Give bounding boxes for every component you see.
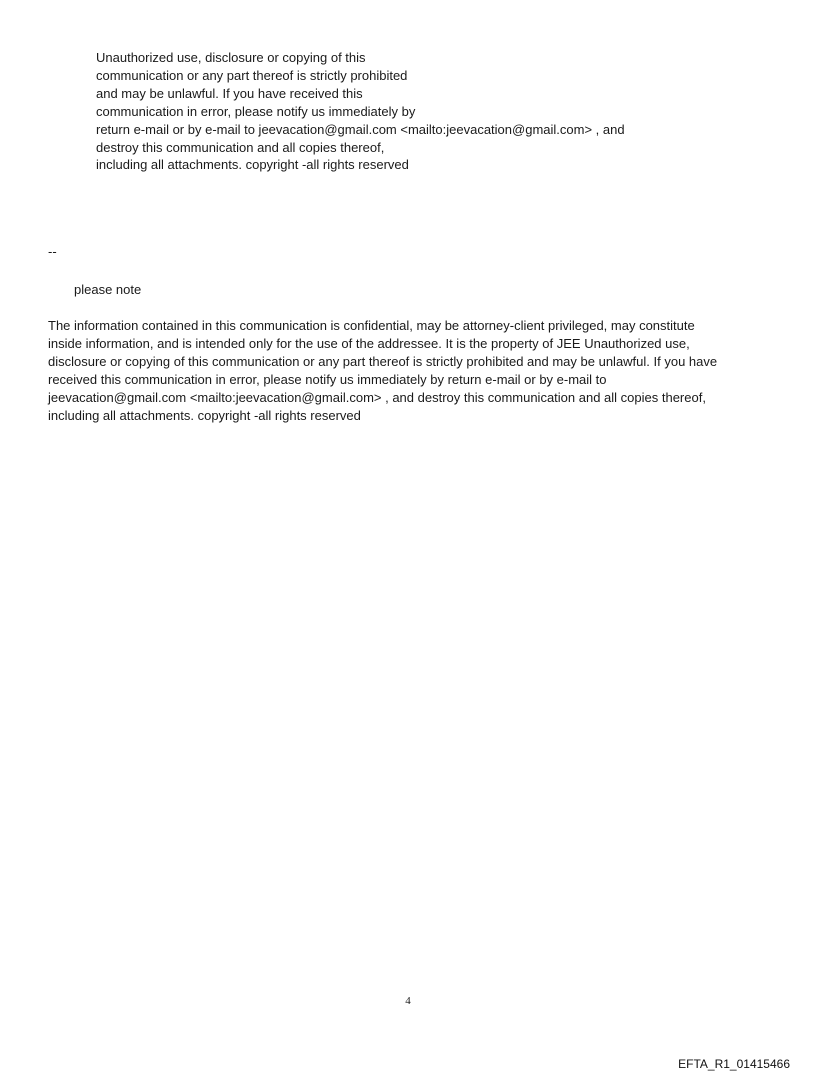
quoted-disclaimer-line: and may be unlawful. If you have received this (96, 85, 363, 101)
disclaimer-line: received this communication in error, please notify us immediately by return e-mail or by e-mail to (48, 372, 607, 387)
quoted-disclaimer-line: communication in error, please notify us immediately by (96, 103, 416, 119)
document-id: EFTA_R1_01415466 (678, 1057, 790, 1071)
page-number: 4 (405, 995, 411, 1007)
quoted-disclaimer-line: destroy this communication and all copies thereof, (96, 139, 385, 155)
quoted-disclaimer-line: including all attachments. copyright -all rights reserved (96, 157, 409, 173)
quoted-disclaimer-line: Unauthorized use, disclosure or copying of this (96, 50, 366, 65)
quoted-disclaimer-line: communication or any part thereof is strictly prohibited (96, 67, 408, 83)
disclaimer-line: The information contained in this communication is confidential, may be attorney-client privileged, may constitute (48, 318, 695, 333)
signature-separator: -- (48, 244, 57, 259)
disclaimer-line: including all attachments. copyright -all rights reserved (48, 408, 361, 423)
quoted-disclaimer-line: return e-mail or by e-mail to jeevacation@gmail.com <mailto:jeevacation@gmail.com> , and (96, 121, 625, 137)
disclaimer-paragraph (48, 317, 768, 425)
disclaimer-line: jeevacation@gmail.com <mailto:jeevacation@gmail.com> , and destroy this communication and all copies thereof, (48, 390, 706, 405)
quoted-disclaimer (96, 49, 736, 174)
note-heading: please note (74, 282, 142, 297)
disclaimer-line: disclosure or copying of this communication or any part thereof is strictly prohibited and may be unlawful. If you have (48, 354, 718, 369)
disclaimer-line: inside information, and is intended only for the use of the addressee. It is the property of JEE Unauthorized use, (48, 336, 690, 351)
